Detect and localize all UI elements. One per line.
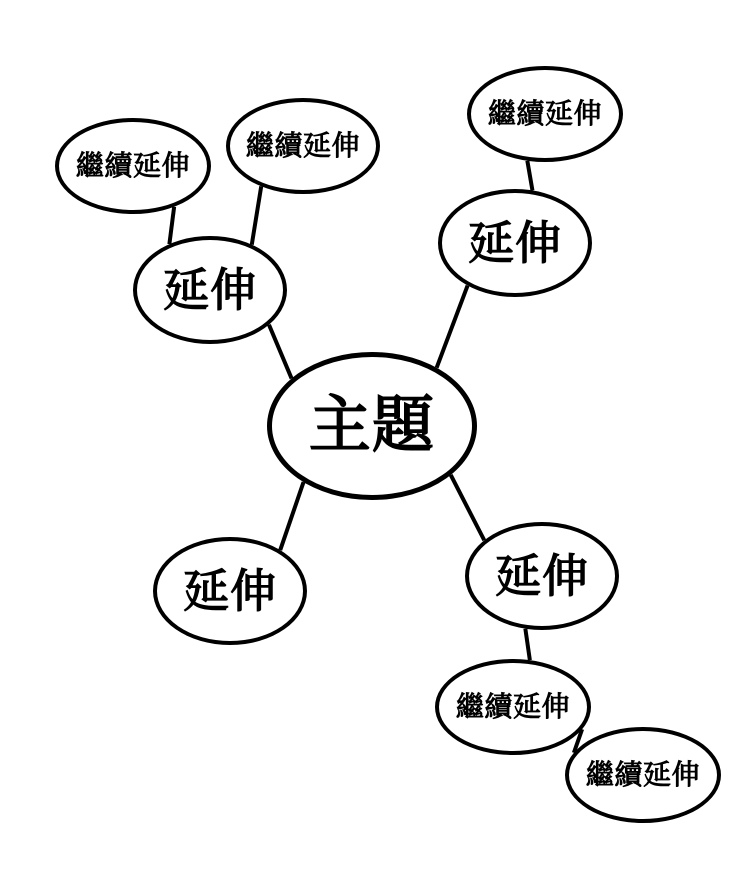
edge-central-branch4 [280,482,303,550]
edge-central-branch1 [269,325,292,379]
edge-branch2-leaf2a [527,161,532,191]
node-label: 延伸 [495,550,589,602]
mind-map-node-branch2[interactable] [438,189,592,297]
node-label: 延伸 [163,264,257,316]
node-label: 繼續延伸 [455,691,571,722]
mind-map-node-branch4[interactable] [153,537,307,645]
mind-map-node-branch3[interactable] [465,522,619,630]
node-label: 繼續延伸 [487,98,603,129]
node-label: 延伸 [468,217,562,269]
mind-map-node-leaf1b[interactable] [226,98,380,194]
node-label: 繼續延伸 [75,150,191,181]
node-label: 繼續延伸 [585,759,701,790]
node-label: 繼續延伸 [245,130,361,161]
mind-map-node-branch1[interactable] [133,236,287,344]
mind-map-node-leaf2a[interactable] [467,66,623,162]
edge-central-branch2 [437,286,468,368]
edge-central-branch3 [451,475,485,540]
edge-branch3-leaf3a [525,629,530,660]
mind-map-node-leaf3b[interactable] [565,727,721,823]
edge-branch1-leaf1b [252,186,261,244]
node-label: 延伸 [183,565,277,617]
mind-map-node-central[interactable] [267,352,477,500]
mind-map-node-leaf1a[interactable] [55,118,211,214]
node-label: 主題 [308,391,436,460]
mind-map-node-leaf3a[interactable] [435,659,591,755]
edge-branch1-leaf1a [169,207,174,244]
